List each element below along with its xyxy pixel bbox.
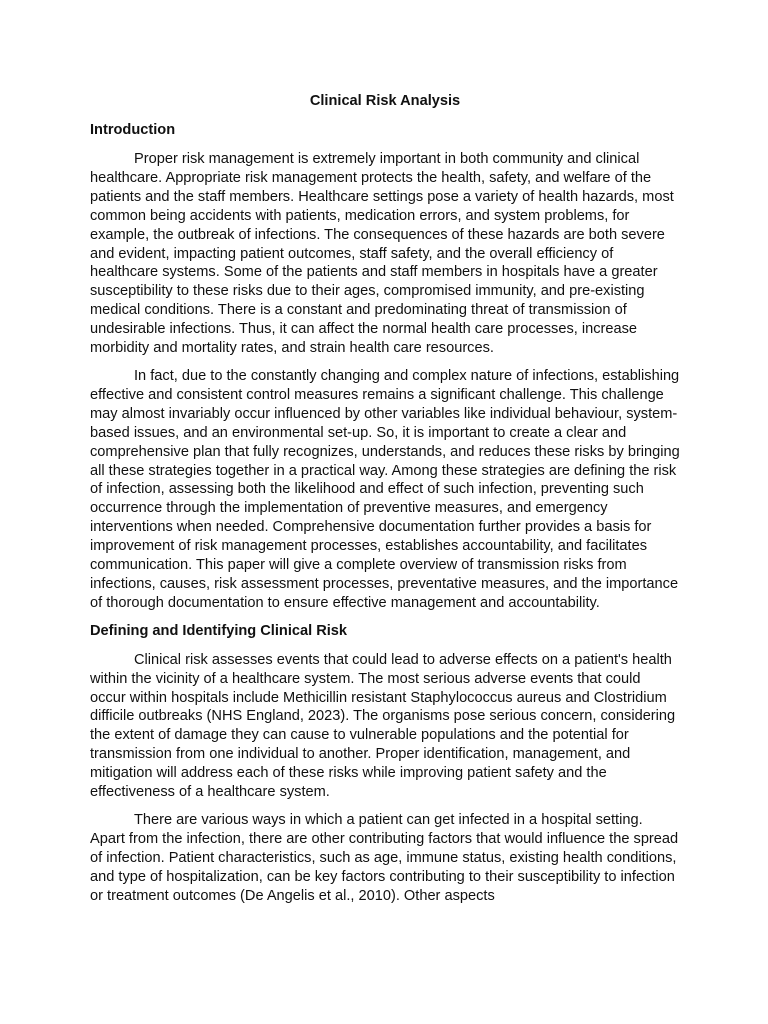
section-heading-defining-clinical-risk: Defining and Identifying Clinical Risk bbox=[90, 622, 348, 639]
paragraph: Proper risk management is extremely important in both community and clinical healthcare. Appropriate risk management protects the health, safety, and welfare of the patients and the staff members. Healthcare settings pose a variety of health hazards, most common being accidents with patients, medication errors, and system problems, for example, the outbreak of infections. The consequences of these hazards are both severe and evident, impacting patient outcomes, staff safety, and the overall efficiency of healthcare systems. Some of the patients and staff members in hospitals have a greater susceptibility to these risks due to their ages, compromised immunity, and pre-existing medical conditions. There is a constant and predominating threat of transmission of undesirable infections. Thus, it can affect the normal health care processes, increase morbidity and mortality rates, and strain health care resources. bbox=[90, 151, 674, 357]
document-title: Clinical Risk Analysis bbox=[309, 93, 461, 109]
paragraph: There are various ways in which a patient can get infected in a hospital setting. Apart from the infection, there are other contributing factors that would influence the spread of infection. Patient characteristics, such as age, immune status, existing health conditions, and type of hospitalization, can be key factors contributing to their susceptibility to infection or treatment outcomes (De Angelis et al., 2010). Other aspects bbox=[90, 812, 679, 904]
paragraph: Clinical risk assesses events that could lead to adverse effects on a patient's health within the vicinity of a healthcare system. The most serious adverse events that could occur within hospitals include Methicillin resistant Staphylococcus aureus and Clostridium difficile outbreaks (NHS England, 2023). The organisms pose serious concern, considering the extent of damage they can cause to vulnerable populations and the potential for transmission from one individual to another. Proper identification, management, and mitigation will address each of these risks while improving patient safety and the effectiveness of a healthcare system. bbox=[90, 651, 676, 801]
document-page bbox=[90, 92, 680, 915]
paragraph: In fact, due to the constantly changing and complex nature of infections, establishing effective and consistent control measures remains a significant challenge. This challenge may almost invariably occur influenced by other variables like individual behaviour, system-based issues, and an environmental set-up. So, it is important to create a clear and comprehensive plan that fully recognizes, understands, and reduces these risks by bringing all these strategies together in a practical way. Among these strategies are defining the risk of infection, assessing both the likelihood and effect of such infection, preventing such occurrence through the implementation of preventive measures, and emergency interventions when needed. Comprehensive documentation further provides a basis for improvement of risk management processes, establishes accountability, and facilitates communication. This paper will give a complete overview of transmission risks from infections, causes, risk assessment processes, preventative measures, and the importance of thorough documentation to ensure effective management and accountability. bbox=[90, 367, 680, 611]
section-heading-introduction: Introduction bbox=[90, 122, 176, 138]
